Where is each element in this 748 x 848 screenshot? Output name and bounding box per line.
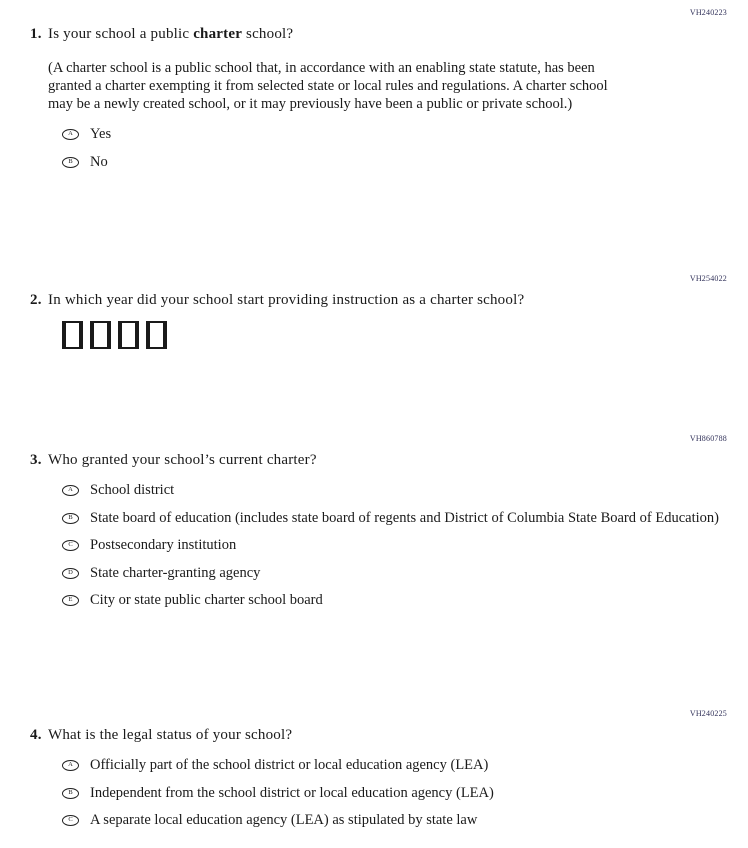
year-digit-box[interactable] [118,321,139,349]
answer-option [62,564,748,582]
option-bubble[interactable]: C [62,815,79,826]
question-2 [0,274,748,349]
option-label: City or state public charter school board [90,592,323,608]
question-number: 4. [30,727,42,743]
question-code: VH254022 [689,274,727,283]
options-list [0,481,748,609]
option-label: State charter-granting agency [90,564,261,581]
option-bubble[interactable]: B [62,513,79,524]
option-label: State board of education (includes state board of regents and District of Columbia State Board of Education) [90,509,719,526]
option-label: School district [90,482,175,498]
options-list [0,125,748,171]
prompt-prefix: Is your school a public [48,26,194,42]
option-bubble[interactable]: A [62,129,79,140]
answer-option [62,784,748,802]
question-1 [0,8,748,180]
answer-option [62,125,748,143]
answer-option [62,481,748,499]
answer-option [62,509,748,527]
question-number: 3. [30,452,42,468]
answer-option [62,756,748,774]
option-bubble[interactable]: C [62,540,79,551]
year-digit-box[interactable] [146,321,167,349]
prompt-bold-word: charter [193,26,243,42]
option-label: Independent from the school district or local education agency (LEA) [90,784,494,801]
question-number: 2. [30,292,42,308]
year-digit-box[interactable] [90,321,111,349]
option-label: A separate local education agency (LEA) as stipulated by state law [90,812,478,828]
question-4 [0,709,748,839]
answer-option [62,811,748,829]
option-bubble[interactable]: A [62,485,79,496]
question-prompt: What is the legal status of your school? [48,727,293,743]
option-bubble[interactable]: D [62,568,79,579]
question-note: (A charter school is a public school that, in accordance with an enabling state statute, has been granted a charter exempting it from selected state or local rules and regulations. A charter school may be a newly created school, or it may previously have been a public or private school.) [48,60,608,112]
option-label: Postsecondary institution [90,537,237,553]
answer-option [62,536,748,554]
question-prompt: Who granted your school’s current charter? [48,452,317,468]
option-label: Officially part of the school district or local education agency (LEA) [90,757,489,773]
prompt-suffix: school? [242,26,294,42]
year-entry [62,321,748,349]
question-code: VH240223 [689,8,727,17]
answer-option [62,591,748,609]
year-digit-box[interactable] [62,321,83,349]
question-code: VH860788 [689,434,727,443]
question-code: VH240225 [689,709,727,718]
options-list [0,756,748,829]
question-3 [0,434,748,619]
option-bubble[interactable]: E [62,595,79,606]
option-label: No [90,153,108,170]
option-bubble[interactable]: B [62,788,79,799]
option-bubble[interactable]: A [62,760,79,771]
answer-option [62,153,748,171]
option-label: Yes [90,126,112,142]
question-number: 1. [30,26,42,42]
question-prompt: In which year did your school start providing instruction as a charter school? [48,292,525,308]
option-bubble[interactable]: B [62,157,79,168]
question-prompt [48,25,748,44]
